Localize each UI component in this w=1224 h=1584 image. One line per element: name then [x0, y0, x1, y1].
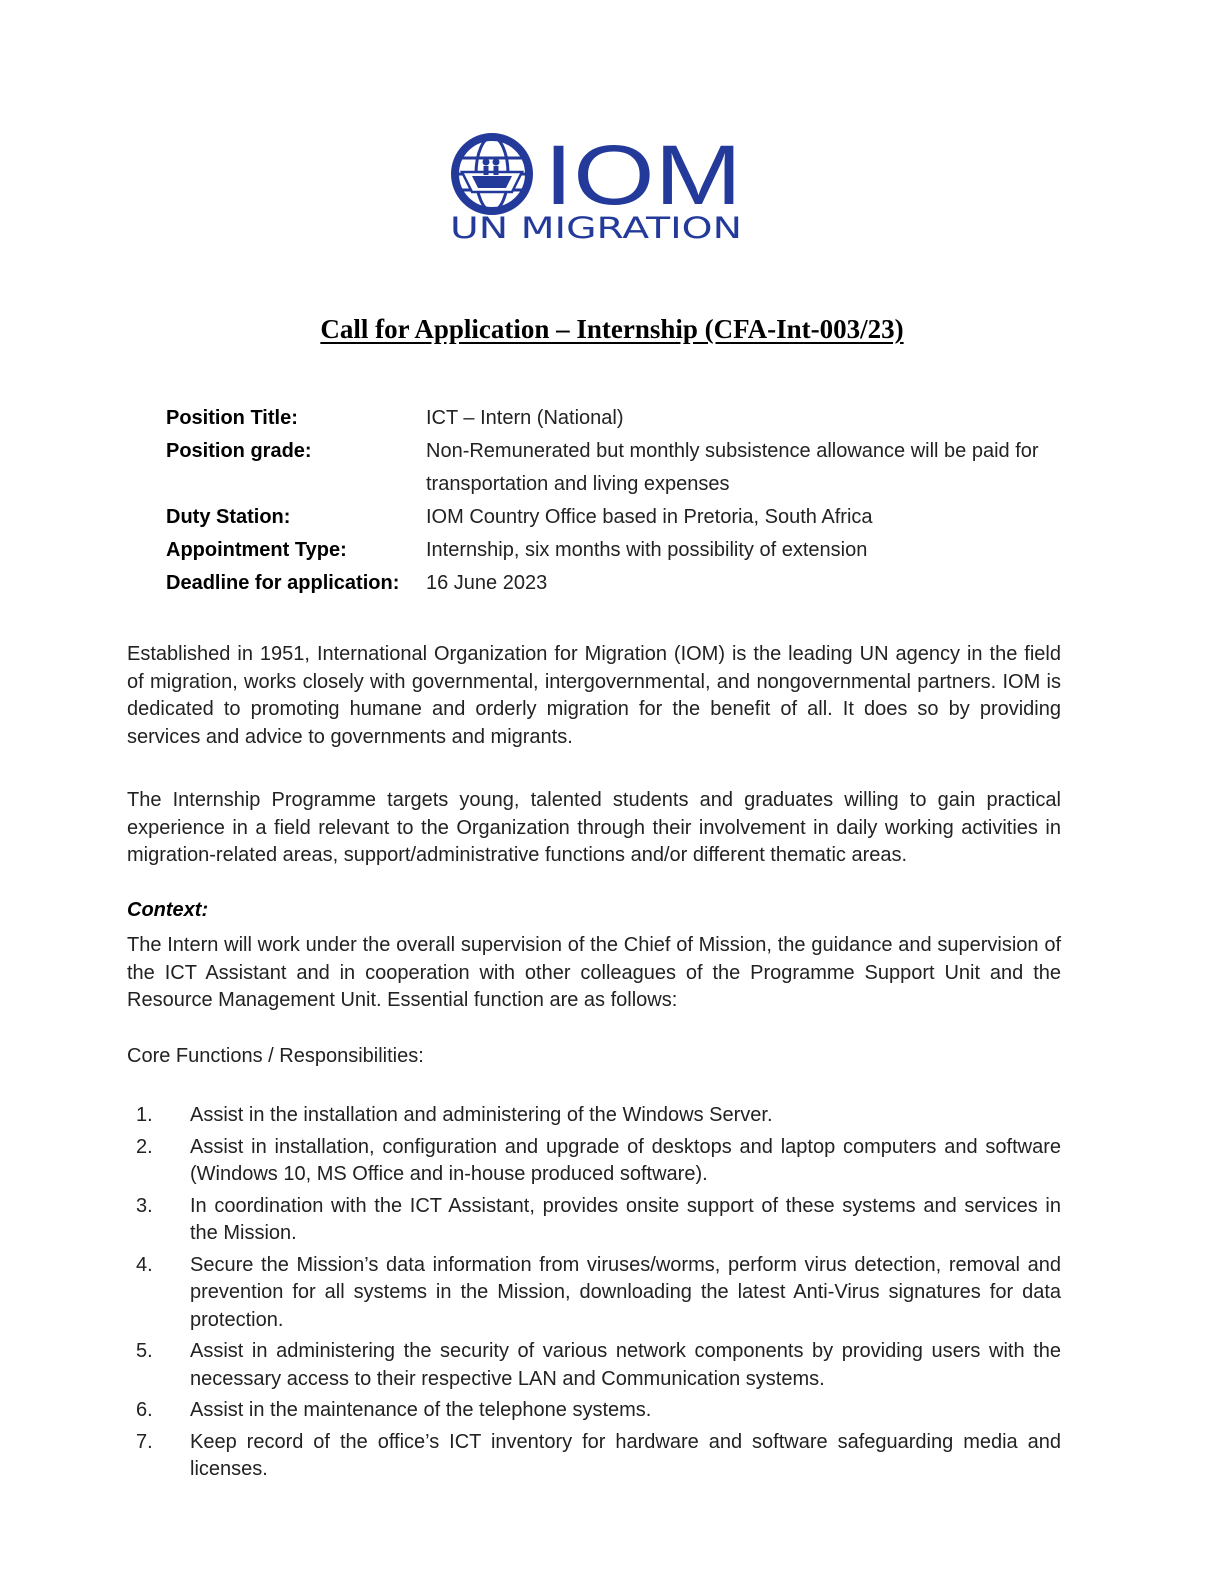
info-row-duty-station: [166, 501, 1066, 534]
list-item: [127, 1397, 1061, 1425]
info-label: Appointment Type:: [166, 539, 347, 561]
logo-tagline: UN MIGRATION: [450, 211, 742, 244]
list-number: 5.: [136, 1340, 153, 1362]
info-row-position-grade: [166, 435, 1066, 501]
list-number: 6.: [136, 1399, 153, 1421]
list-item-text: In coordination with the ICT Assistant, provides onsite support of these systems and services in the Mission.: [190, 1194, 1061, 1244]
list-number: 7.: [136, 1430, 153, 1453]
info-value: IOM Country Office based in Pretoria, South Africa: [426, 506, 873, 528]
position-info-table: [166, 402, 1066, 600]
list-item: [127, 1252, 1061, 1335]
list-number: 2.: [136, 1135, 153, 1158]
context-paragraph: The Intern will work under the overall supervision of the Chief of Mission, the guidance and supervision of the ICT Assistant and in cooperation with other colleagues of the Programme Support Unit and the Resource Management Unit. Essential function are as follows:: [127, 934, 1061, 1011]
list-item: [127, 1193, 1061, 1248]
document-title: [0, 312, 1224, 346]
info-row-position-title: [166, 402, 1066, 435]
iom-emblem-icon: [448, 132, 748, 244]
list-number: 4.: [136, 1253, 153, 1276]
info-value: Non-Remunerated but monthly subsistence allowance will be paid for transportation and living expenses: [426, 440, 1039, 495]
info-value: ICT – Intern (National): [426, 407, 624, 429]
intro-paragraph: Established in 1951, International Organization for Migration (IOM) is the leading UN agency in the field of migration, works closely with governmental, intergovernmental, and nongovernmental partners. IOM is dedicated to promoting humane and orderly migration for the benefit of all. It does so by providing services and advice to governments and migrants.: [127, 643, 1061, 748]
list-number: 3.: [136, 1194, 153, 1217]
list-item-text: Assist in installation, configuration and upgrade of desktops and laptop computers and software (Windows 10, MS Office and in-house produced software).: [190, 1135, 1061, 1185]
list-item: [127, 1102, 1061, 1130]
list-item: [127, 1134, 1061, 1189]
list-item-text: Secure the Mission’s data information from viruses/worms, perform virus detection, removal and prevention for all systems in the Mission, downloading the latest Anti-Virus signatures for data protection.: [190, 1253, 1061, 1331]
document-title-text: Call for Application – Internship (CFA-Int-003/23): [320, 314, 904, 344]
list-item: [127, 1338, 1061, 1393]
core-functions-heading: Core Functions / Responsibilities:: [127, 1045, 424, 1067]
list-number: 1.: [136, 1104, 153, 1126]
list-item-text: Assist in the installation and administering of the Windows Server.: [190, 1104, 773, 1126]
info-label: Deadline for application:: [166, 572, 400, 594]
programme-paragraph: The Internship Programme targets young, talented students and graduates willing to gain practical experience in a field relevant to the Organization through their involvement in daily working activities in migration-related areas, support/administrative functions and/or different thematic areas.: [127, 789, 1061, 866]
list-item-text: Assist in administering the security of various network components by providing users with the necessary access to their respective LAN and Communication systems.: [190, 1340, 1061, 1390]
logo-word: IOM: [544, 132, 742, 222]
context-heading: Context:: [127, 899, 209, 921]
info-label: Duty Station:: [166, 506, 291, 528]
info-label: Position Title:: [166, 407, 298, 429]
list-item-text: Assist in the maintenance of the telephone systems.: [190, 1399, 652, 1421]
info-label: Position grade:: [166, 440, 312, 462]
list-item-text: Keep record of the office’s ICT inventory for hardware and software safeguarding media and licenses.: [190, 1430, 1061, 1480]
responsibilities-list: [127, 1102, 1061, 1488]
list-item: [127, 1429, 1061, 1484]
info-value: Internship, six months with possibility of extension: [426, 539, 868, 561]
iom-logo: [448, 132, 748, 244]
info-value: 16 June 2023: [426, 572, 548, 594]
info-row-deadline: [166, 567, 1066, 600]
info-row-appointment-type: [166, 534, 1066, 567]
